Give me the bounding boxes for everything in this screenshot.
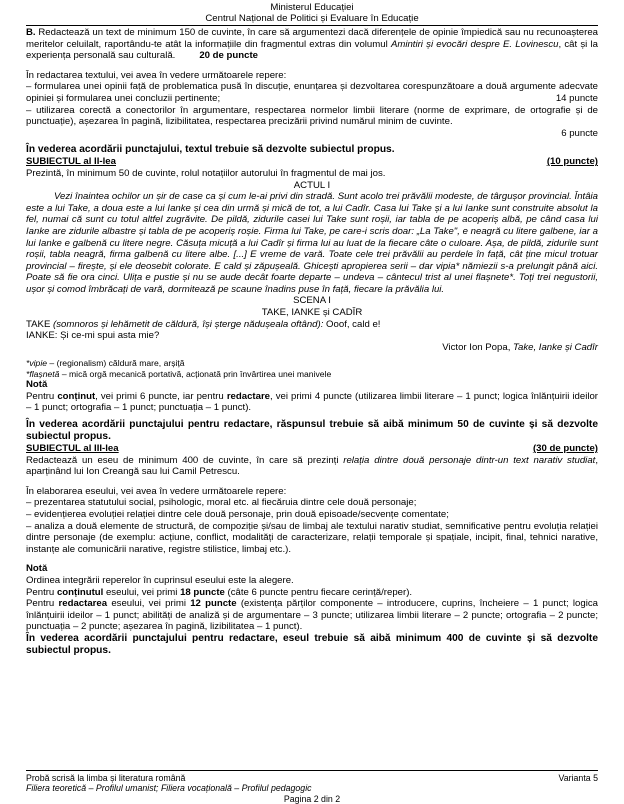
nota-text-a: Pentru [26, 390, 58, 402]
subject-2-nota [26, 391, 598, 414]
repere-item-2-points: 6 puncte [561, 127, 598, 139]
s3-task-italic: relația dintre două personaje dintr-un text narativ studiat [343, 454, 596, 466]
subject-2-note: În vederea acordării punctajului pentru redactare, răspunsul trebuie să aibă minimum 50 de cuvinte și să dezvolte subiectul propus. [26, 419, 598, 443]
s3-n2-c: eseului, vei primi [103, 586, 181, 598]
ministry-name: Ministerul Educației [270, 2, 354, 13]
take-direction: (somnoros și lehămetit de căldură, își șterge nădușeala oftând): [53, 318, 324, 330]
subject-3-task [26, 455, 598, 478]
s3-repere-intro: În elaborarea eseului, vei avea în vedere următoarele repere: [26, 485, 287, 497]
source-author: Victor Ion Popa, [442, 341, 514, 353]
footer-variant: Varianta 5 [558, 773, 598, 783]
nota-text-c: , vei primi 4 puncte (utilizarea limbii literare – 1 punct; logica înlănțuirii ideilor – 1 punct; ortografia – 1 punct; punctuația – 1 punct). [26, 390, 598, 414]
s3-n2-e: (câte 6 puncte pentru fiecare cerință/reper). [224, 586, 413, 598]
subject-3-title: SUBIECTUL al III-lea [26, 443, 119, 455]
subject-2-title: SUBIECTUL al II-lea [26, 156, 116, 168]
subject-2-points: (10 puncte) [546, 156, 598, 168]
repere-item-1: – formularea unei opinii față de problematica pusă în discuție, enunțarea și dezvoltarea corespunzătoare a două argumente adecvate opiniei și formularea unei concluzii pertinente; [26, 81, 598, 104]
nota-continut: conținut [57, 390, 96, 402]
source-title: Take, Ianke și Cadîr [513, 341, 598, 353]
nota-redactare: redactare [226, 390, 271, 402]
header-divider [26, 25, 598, 26]
subject-2-heading [26, 156, 598, 168]
s3-n2-d: 18 puncte [180, 586, 225, 598]
footnote-flasneta-term: *flașnetă [26, 368, 60, 379]
s3-n3-c: eseului, vei primi [107, 598, 191, 610]
characters-heading: TAKE, IANKE și CADÎR [261, 307, 363, 319]
task-book-title: Amintiri și evocări despre E. Lovinescu [390, 38, 559, 50]
act-heading: ACTUL I [293, 179, 331, 191]
footnote-vipie-text: – (regionalism) căldură mare, arșiță [47, 358, 185, 369]
take-line [26, 319, 598, 331]
s3-nota-line-3 [26, 598, 598, 633]
take-name: TAKE [26, 318, 54, 330]
s3-task-text-1: Redactează un eseu de minimum 400 de cuvinte, în care să prezinți [26, 454, 344, 466]
subject-1b-task [26, 27, 598, 62]
ianke-line: IANKE: Și ce-mi spui asta mie? [26, 330, 160, 342]
scene-heading: SCENA I [293, 295, 331, 307]
footnote-flasneta-text: – mică orgă mecanică portativă, acționată prin învârtirea unei manivele [59, 368, 332, 379]
s3-nota-line-1: Ordinea integrării reperelor în cuprinsul eseului este la alegere. [26, 574, 294, 586]
take-speech: Ooof, cald e! [323, 318, 381, 330]
source-citation [26, 342, 598, 354]
footer-exam-name: Probă scrisă la limba și literatura română [26, 773, 186, 783]
s3-n3-b: redactarea [58, 598, 108, 610]
s3-task-text-2: , aparținând lui Ion Creangă sau lui Camil Petrescu. [26, 454, 598, 478]
s3-repere-item-2: – evidențierea evoluției relației dintre cele două personaje, prin două episoade/secvențe comentate; [26, 509, 449, 520]
subject-3-section [26, 443, 598, 657]
repere-item-1-points: 14 puncte [555, 92, 598, 104]
s3-n3-a: Pentru [26, 598, 59, 610]
nota-heading: Notă [26, 379, 48, 391]
task-points: 20 de puncte [199, 50, 258, 62]
subject-3-heading [26, 443, 598, 455]
nota-text-b: , vei primi 6 puncte, iar pentru [95, 390, 227, 402]
center-name: Centrul Național de Politici și Evaluare în Educație [205, 13, 419, 24]
subject-2-section [26, 156, 598, 443]
s3-nota-line-2 [26, 587, 598, 599]
footnote-flasneta [26, 369, 598, 379]
subject-3-points: (30 de puncte) [532, 443, 598, 455]
s3-n2-a: Pentru [26, 586, 57, 598]
task-text-1: Redactează un text de minimum 150 de cuvinte, în care să argumentezi dacă diferențele de opinie împiedică sau nu recunoașterea meritelor celuilalt, raportându-te atât la informațiile din fragmentul extras din volumul [26, 27, 598, 50]
subject-1b-note: În vederea acordării punctajului, textul trebuie să dezvolte subiectul propus. [26, 144, 395, 156]
repere-intro: În redactarea textului, vei avea în vedere următoarele repere: [26, 69, 287, 81]
task-text-2: , cât și la experiența personală sau culturală. [26, 38, 598, 62]
footnote-vipie [26, 358, 598, 368]
repere-item-2: – utilizarea corectă a conectorilor în argumentare, respectarea normelor limbii literare (norme de exprimare, de ortografie și de punctuație), așezarea în pagină, lizibilitatea, respectarea precizării privind numărul minim de cuvinte. [26, 104, 598, 128]
subject-3-note: În vederea acordării punctajului pentru redactare, eseul trebuie să aibă minimum 400 de cuvinte și să dezvolte subiectul propus. [26, 632, 598, 656]
page-footer [26, 770, 598, 804]
footnote-vipie-term: *vipie [26, 358, 48, 369]
subject-2-task: Prezintă, în minimum 50 de cuvinte, rolul notațiilor autorului în fragmentul de mai jos. [26, 167, 386, 179]
s3-n2-b: conținutul [56, 586, 104, 598]
s3-nota-heading: Notă [26, 563, 48, 575]
footer-profile: Filiera teoretică – Profilul umanist; Filiera vocațională – Profilul pedagogic [26, 783, 312, 794]
stage-directions: Vezi înaintea ochilor un șir de case ca și cum le-ai privi din stradă. Sunt acolo trei prăvălii modeste, de târgușor provincial. Întâia este a lui Take, a doua este a lui Ianke și cea din urmă și mică de tot, a lui Cadîr. Casa lui Take și a lui Ianke sunt construite absolut la fel, numai că sunt cu totul altfel zugrăvite. De pildă, zidurile casei lui Take sunt roșii, iar tabla de pe acoperiș albă, pe când casa lui Ianke are zidurile albastre și tabla de pe acoperiș roșie. Firma lui Take, pe care-i scris doar: „La Take", e neagră cu litere galbene, iar a lui Ianke e galbenă cu litere negre. Căsuța micuță a lui Cadîr și firma lui au luat de la fiecare câte o culoare. Așa, de pildă, zidurile sunt roșii, tabla neagră, firma galbenă cu litere albe. [...] E vreme de vară. Toate cele trei prăvălii au perdele în față, cât ține micul trotuar provincial – firește, și ele deosebit colorate. E cald și zăpușeală. Ghicești apropierea serii – dar vipia* nămiezii s-a prelungit până aici. Poate să fie ora cinci. Ulița e pustie și nu se aude decât foarte departe – undeva – cântecul trist al unei flașnete*. Toți trei negustorii, ușor și comod îmbrăcați de vară, dormitează pe scaune înadins puse în față, fiecare la prăvălia lui. [26, 191, 598, 295]
subject-1b-section [26, 27, 598, 156]
s3-n3-d: 12 puncte [190, 598, 237, 610]
s3-n3-e: (existența părților componente – introducere, cuprins, încheiere – 1 punct; logica înlănțuirii ideilor – 1 punct; abilități de analiză și de argumentare – 3 puncte; utilizarea limbii literare – 2 puncte; ortografia – 2 puncte; punctuația – 2 puncte; așezarea în pagină, lizibilitatea – 1 punct). [26, 598, 598, 633]
page-header [26, 2, 598, 24]
s3-repere-item-1: – prezentarea statutului social, psihologic, moral etc. al fiecăruia dintre cele două personaje; [26, 497, 417, 509]
s3-repere-item-3: – analiza a două elemente de structură, de compoziție și/sau de limbaj ale textului narativ studiat, semnificative pentru evoluția relației dintre personaje (de exemplu: acțiune, conflict, modalități de caracterizare, relații temporale și spațiale, incipit, final, tehnici narative, instanțe ale comunicării narative, registre stilistice, limbaj etc.). [26, 520, 598, 555]
footer-page-number: Pagina 2 din 2 [283, 793, 341, 804]
task-letter: B. [26, 27, 36, 38]
